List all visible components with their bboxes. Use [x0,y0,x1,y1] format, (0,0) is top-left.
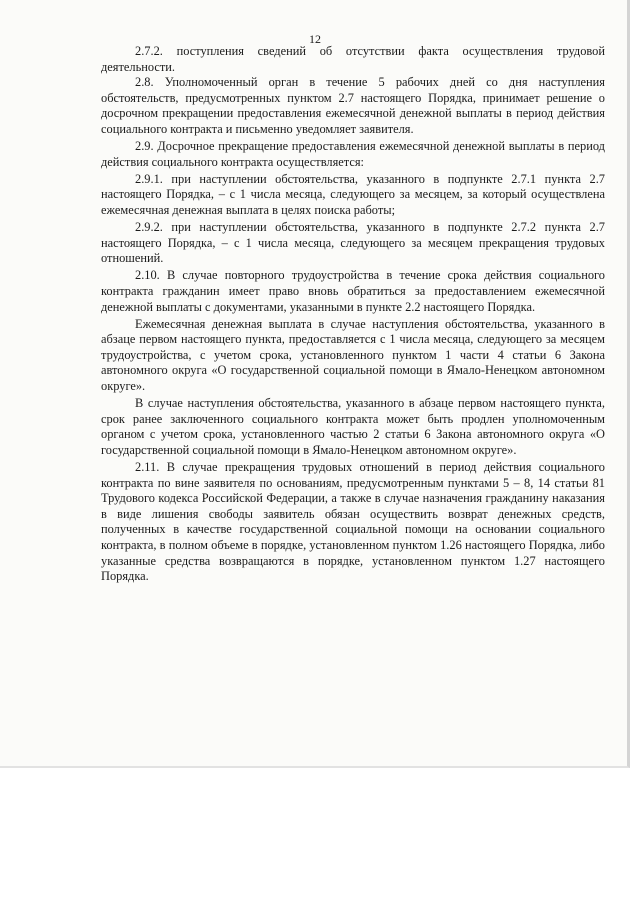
paragraph-2-9-2: 2.9.2. при наступлении обстоятельства, указанного в подпункте 2.7.2 пункта 2.7 настоящего Порядка, – с 1 числа месяца, следующего за месяцем прекращения трудовых отношений. [101,220,605,266]
paragraph-2-10-extension: В случае наступления обстоятельства, указанного в абзаце первом настоящего пункта, срок ранее заключенного социального контракта может быть продлен уполномоченным органом с учетом срока, установленного частью 2 статьи 6 Закона автономного округа «О государственной социальной помощи в Ямало-Ненецком автономном округе». [101,396,605,457]
paragraph-2-9: 2.9. Досрочное прекращение предоставления ежемесячной денежной выплаты в период действия социального контракта осуществляется: [101,139,605,169]
paragraph-2-10: 2.10. В случае повторного трудоустройства в течение срока действия социального контракта гражданин имеет право вновь обратиться за предоставлением ежемесячной денежной выплаты с документами, указанными в пункте 2.2 настоящего Порядка. [101,268,605,314]
paragraph-2-11: 2.11. В случае прекращения трудовых отношений в период действия социального контракта по вине заявителя по основаниям, предусмотренным пунктами 5 – 8, 14 статьи 81 Трудового кодекса Российской Федерации, а также в случае назначения гражданину наказания в виде лишения свободы заявитель обязан осуществить возврат денежных средств, полученных в качестве государственной социальной помощи на основании социального контракта, в полном объеме в порядке, установленном пунктом 1.26 настоящего Порядка, либо указанные средства возвращаются в порядке, установленном пунктом 1.27 настоящего Порядка. [101,459,605,584]
paragraph-2-8: 2.8. Уполномоченный орган в течение 5 рабочих дней со дня наступления обстоятельств, предусмотренных пунктом 2.7 настоящего Порядка, принимает решение о досрочном прекращении предоставления ежемесячной денежной выплаты в период действия социального контракта и письменно уведомляет заявителя. [101,75,605,136]
page-number: 12 [309,32,321,46]
document-body [101,44,605,585]
paragraph-2-10-payment: Ежемесячная денежная выплата в случае наступления обстоятельства, указанного в абзаце первом настоящего пункта, предоставляется с 1 числа месяца, следующего за месяцем трудоустройства, с учетом срока, установленного пунктом 1 части 4 статьи 6 Закона автономного округа «О государственной социальной помощи в Ямало-Ненецком автономном округе». [101,316,605,393]
paragraph-2-9-1: 2.9.1. при наступлении обстоятельства, указанного в подпункте 2.7.1 пункта 2.7 настоящего Порядка, – с 1 числа месяца, следующего за месяцем, за который осуществлена ежемесячная денежная выплата в целях поиска работы; [101,171,605,217]
paragraph-2-7-2: 2.7.2. поступления сведений об отсутствии факта осуществления трудовой деятельности. [101,44,605,74]
